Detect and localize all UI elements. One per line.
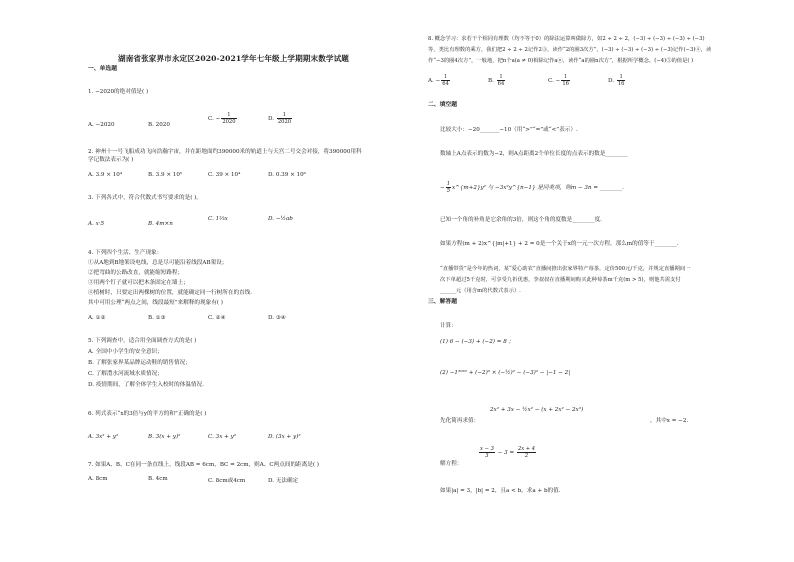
q2-option-d: D. 0.39 × 10⁶	[268, 172, 306, 178]
equation-label: 解方程：	[440, 461, 463, 467]
calc-1: (1) 6 − (−3) + (−2) = 8 ；	[440, 339, 515, 345]
q6-option-c: C. 3x + y²	[208, 434, 236, 440]
q2-stem-line2: 学记数法表示为( )	[88, 157, 134, 163]
q6-stem: 6. 列式表示“x的3倍与y的平方的和”正确的是( )	[88, 411, 207, 417]
fill-3: − $\frac{1}{5}$ x^{m+2}y² 与 −3x²y^{n−1} 是同类项，则m − 3n = ________.	[440, 181, 624, 194]
q7-option-b: B. 4cm	[148, 476, 168, 482]
q4-stem: 4. 下列四个生活、生产现象：	[88, 250, 163, 256]
section-solve: 三、解答题	[428, 299, 457, 305]
section-single-choice: 一、单选题	[88, 66, 117, 72]
simplify-condition: ，其中x = −2.	[650, 418, 689, 424]
simplify-expression: 2x² + 3x − ½x² − (x + 2x² − 2x³)	[490, 407, 584, 413]
q4-line3: ③用两个钉子就可以把木条固定在墙上；	[88, 280, 189, 286]
q4-option-a: A. ①②	[88, 315, 106, 321]
equation: $\frac{x - 3}{3}$ − 3 = $\frac{2x + 4}{2}$	[480, 446, 536, 459]
q4-option-b: B. ①③	[148, 315, 166, 321]
q8-option-c: C. − $\frac{1}{16}$	[548, 74, 569, 87]
q5-option-b: B. 了解张家界某品牌运动鞋的销售情况；	[88, 360, 191, 366]
q8-line1: 8. 概念学习：求若干个相同有理数（均不等于0）的除法运算叫做除方，如2 ÷ 2 ÷ 2，(−3) ÷ (−3) ÷ (−3) ÷ (−3)	[428, 36, 705, 42]
q8-line3: 作“−3的圈4次方”，一般地，把n个a(a ≠ 0)相除记作aⓝ，读作“a的圈n次方”，根据所学概念，(−4)⑤的值是( )	[428, 58, 694, 64]
q3-option-b: B. 4m×n	[148, 221, 173, 227]
page-title: 湖南省张家界市永定区2020-2021学年七年级上学期期末数学试题	[118, 54, 349, 63]
q5-option-c: C. 了解澧水河流域水质情况；	[88, 371, 163, 377]
q5-option-d: D. 疫情期间，了解全体学生入校时的体温情况.	[88, 382, 204, 388]
q3-option-a: A. x·5	[88, 221, 105, 227]
q1-option-c: C. − $\frac{1}{2020}$	[208, 112, 236, 125]
abs-value-question: 如果|a| = 3，|b| = 2，且a < b，求a + b的值.	[440, 488, 561, 494]
fill-4: 已知一个角的补角是它余角的3倍，则这个角的度数是________度.	[440, 217, 602, 223]
q4-line4: ④植树时，只要定出两棵树的位置，就能确定同一行树所在的直线.	[88, 290, 252, 296]
q2-option-c: C. 39 × 10⁴	[208, 172, 241, 178]
q4-option-d: D. ③④	[268, 315, 286, 321]
calc-label: 计算：	[440, 323, 457, 329]
q6-option-d: D. (3x + y)²	[268, 434, 301, 440]
q2-option-b: B. 3.9 × 10⁵	[148, 172, 183, 178]
q2-option-a: A. 3.9 × 10⁴	[88, 172, 123, 178]
q4-option-c: C. ②④	[208, 315, 226, 321]
q1-option-d: D. $\frac{1}{2020}$	[268, 112, 292, 125]
q4-line2: ②把弯曲的公路改直，就能缩短路程；	[88, 270, 184, 276]
q4-line1: ①从A地到B地架设电线，总是尽可能沿着线段AB架设；	[88, 260, 228, 266]
fill-2: 数轴上A点表示的数为−2，则A点距离2个单位长度的点表示的数是________	[440, 151, 628, 157]
q7-option-a: A. 8cm	[88, 476, 108, 482]
q8-option-d: D. $\frac{1}{16}$	[608, 74, 625, 87]
q4-line5: 其中可用公理“两点之间，线段最短”来解释的现象有( )	[88, 300, 223, 306]
q6-option-a: A. 3x² + y²	[88, 434, 119, 440]
q1-option-b: B. 2020	[148, 122, 170, 128]
simplify-label: 先化简再求值：	[440, 418, 480, 424]
q7-option-c: C. 8cm或4cm	[208, 478, 246, 484]
q7-stem: 7. 如果A、B、C在同一条直线上，线段AB = 6cm，BC = 2cm，则A、C两点间的距离是( )	[88, 462, 319, 468]
fill-6-line2: 次下单超过5千克时，可享受九折优惠，李叔叔在直播期间购买此种莓茶m千克(m > 5)，则他共需支付	[440, 277, 681, 283]
q5-stem: 5. 下列调查中，适合用全面调查方式的是( )	[88, 338, 197, 344]
q7-option-d: D. 无法确定	[268, 478, 299, 484]
fill-6-line1: “直播带货”是今年的热词，某“爱心助农”直播间推出张家界特产莓茶，定价500元/千克，并规定直播期间一	[440, 266, 691, 272]
q8-option-a: A. − $\frac{1}{64}$	[428, 74, 449, 87]
fill-1: 比较大小：−20_______−10（用“>”“=”或“<”表示）.	[440, 127, 578, 133]
fill-5: 如果方程(m + 2)x^{|m|+1} + 2 = 0是一个关于x的一元一次方程，那么m的值等于________.	[440, 241, 679, 247]
section-fill-in: 二、填空题	[428, 102, 457, 108]
q2-stem-line1: 2. 神州十一号飞船成功飞向浩瀚宇宙，并在距地面约390000米的轨道上与天宫二号交会对接，将390000用科	[88, 149, 362, 155]
q1-stem: 1. −2020的绝对值是( )	[88, 89, 149, 95]
q6-option-b: B. 3(x + y)²	[148, 434, 181, 440]
q3-option-c: C. 1⅔x	[208, 216, 228, 222]
q3-stem: 3. 下列各式中，符合代数式书写要求的是( )。	[88, 195, 202, 201]
q8-option-b: B. $\frac{1}{64}$	[488, 74, 505, 87]
q5-option-a: A. 全国中小学生的安全意识；	[88, 349, 163, 355]
q8-line2: 等，类比有理数的乘方，我们把2 ÷ 2 ÷ 2记作2③，读作“2的圈3次方”，(−3) ÷ (−3) ÷ (−3) ÷ (−3)记作(−3)④，读	[428, 47, 712, 53]
fill-6-line3: ______元（用含m的代数式表示）.	[440, 288, 521, 294]
q3-option-d: D. −½ab	[268, 216, 293, 222]
calc-2: (2) −1²⁰²⁰ + (−2)³ × (−½)² − (−3)² − |−1 − 2|	[440, 370, 571, 376]
q1-option-a: A. −2020	[88, 122, 115, 128]
